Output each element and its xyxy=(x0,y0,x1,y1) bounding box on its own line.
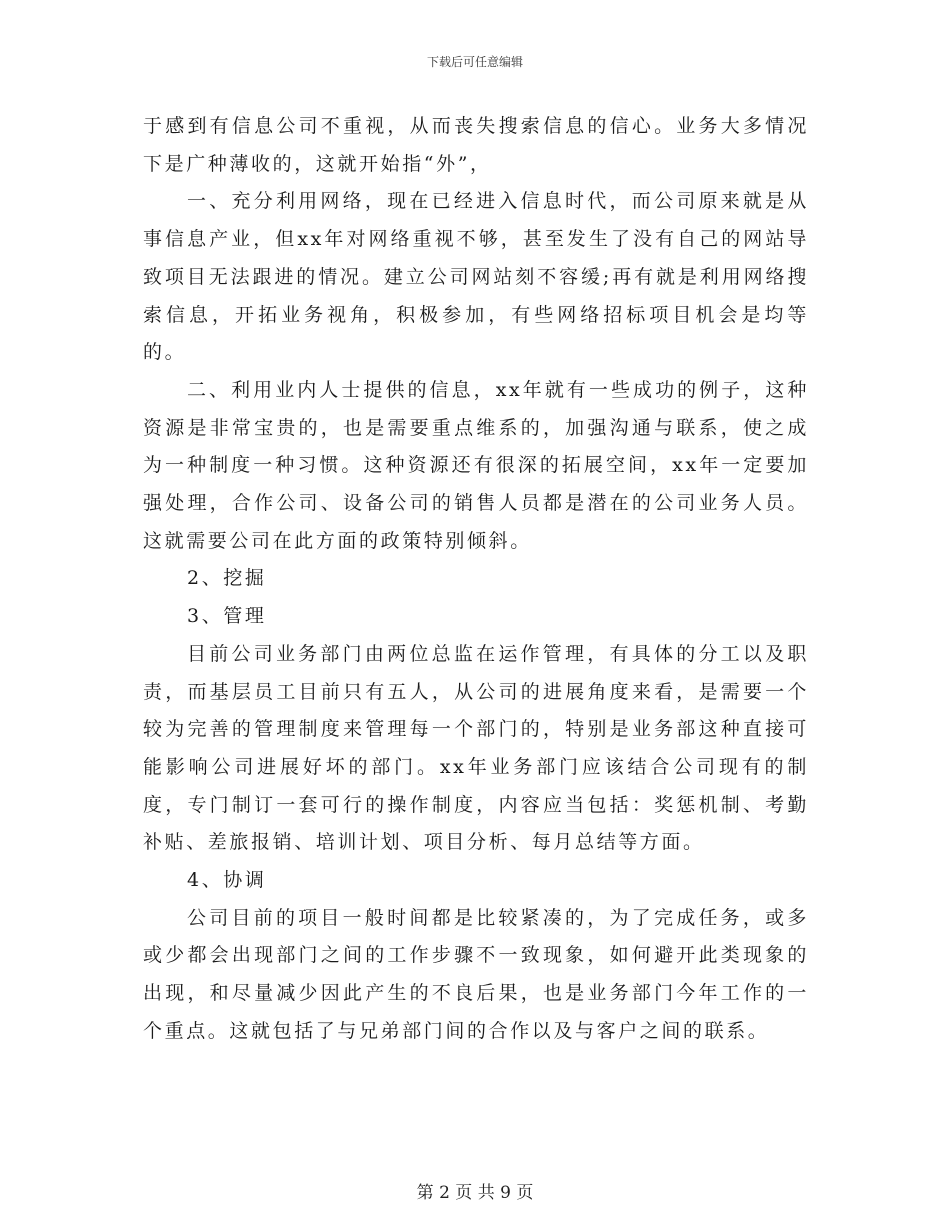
heading-coordination: 4、协调 xyxy=(187,869,267,892)
document-body xyxy=(143,108,809,1051)
heading-management: 3、管理 xyxy=(187,605,267,628)
heading-mining: 2、挖掘 xyxy=(187,567,267,590)
paragraph-industry-info: 二、利用业内人士提供的信息，xx年就有一些成功的例子，这种资源是非常宝贵的，也是需要重点维系的，加强沟通与联系，使之成为一种制度一种习惯。这种资源还有很深的拓展空间，xx年一定要加强处理，合作公司、设备公司的销售人员都是潜在的公司业务人员。这就需要公司在此方面的政策特别倾斜。 xyxy=(143,378,809,552)
page-header: 下载后可任意编辑 xyxy=(426,55,523,69)
paragraph-management: 目前公司业务部门由两位总监在运作管理，有具体的分工以及职责，而基层员工目前只有五人，从公司的进展角度来看，是需要一个较为完善的管理制度来管理每一个部门的，特别是业务部这种直接可能影响公司进展好坏的部门。xx年业务部门应该结合公司现有的制度，专门制订一套可行的操作制度，内容应当包括：奖惩机制、考勤补贴、差旅报销、培训计划、项目分析、每月总结等方面。 xyxy=(143,642,809,854)
page-number-footer: 第 2 页 共 9 页 xyxy=(416,1183,534,1203)
paragraph-network: 一、充分利用网络，现在已经进入信息时代，而公司原来就是从事信息产业，但xx年对网络重视不够，甚至发生了没有自己的网站导致项目无法跟进的情况。建立公司网站刻不容缓;再有就是利用网络搜索信息，开拓业务视角，积极参加，有些网络招标项目机会是均等的。 xyxy=(143,190,809,364)
paragraph-coordination: 公司目前的项目一般时间都是比较紧凑的，为了完成任务，或多或少都会出现部门之间的工作步骤不一致现象，如何避开此类现象的出现，和尽量减少因此产生的不良后果，也是业务部门今年工作的一个重点。这就包括了与兄弟部门间的合作以及与客户之间的联系。 xyxy=(143,906,809,1042)
paragraph-continuation: 于感到有信息公司不重视，从而丧失搜索信息的信心。业务大多情况下是广种薄收的，这就开始指“外”， xyxy=(143,115,809,175)
